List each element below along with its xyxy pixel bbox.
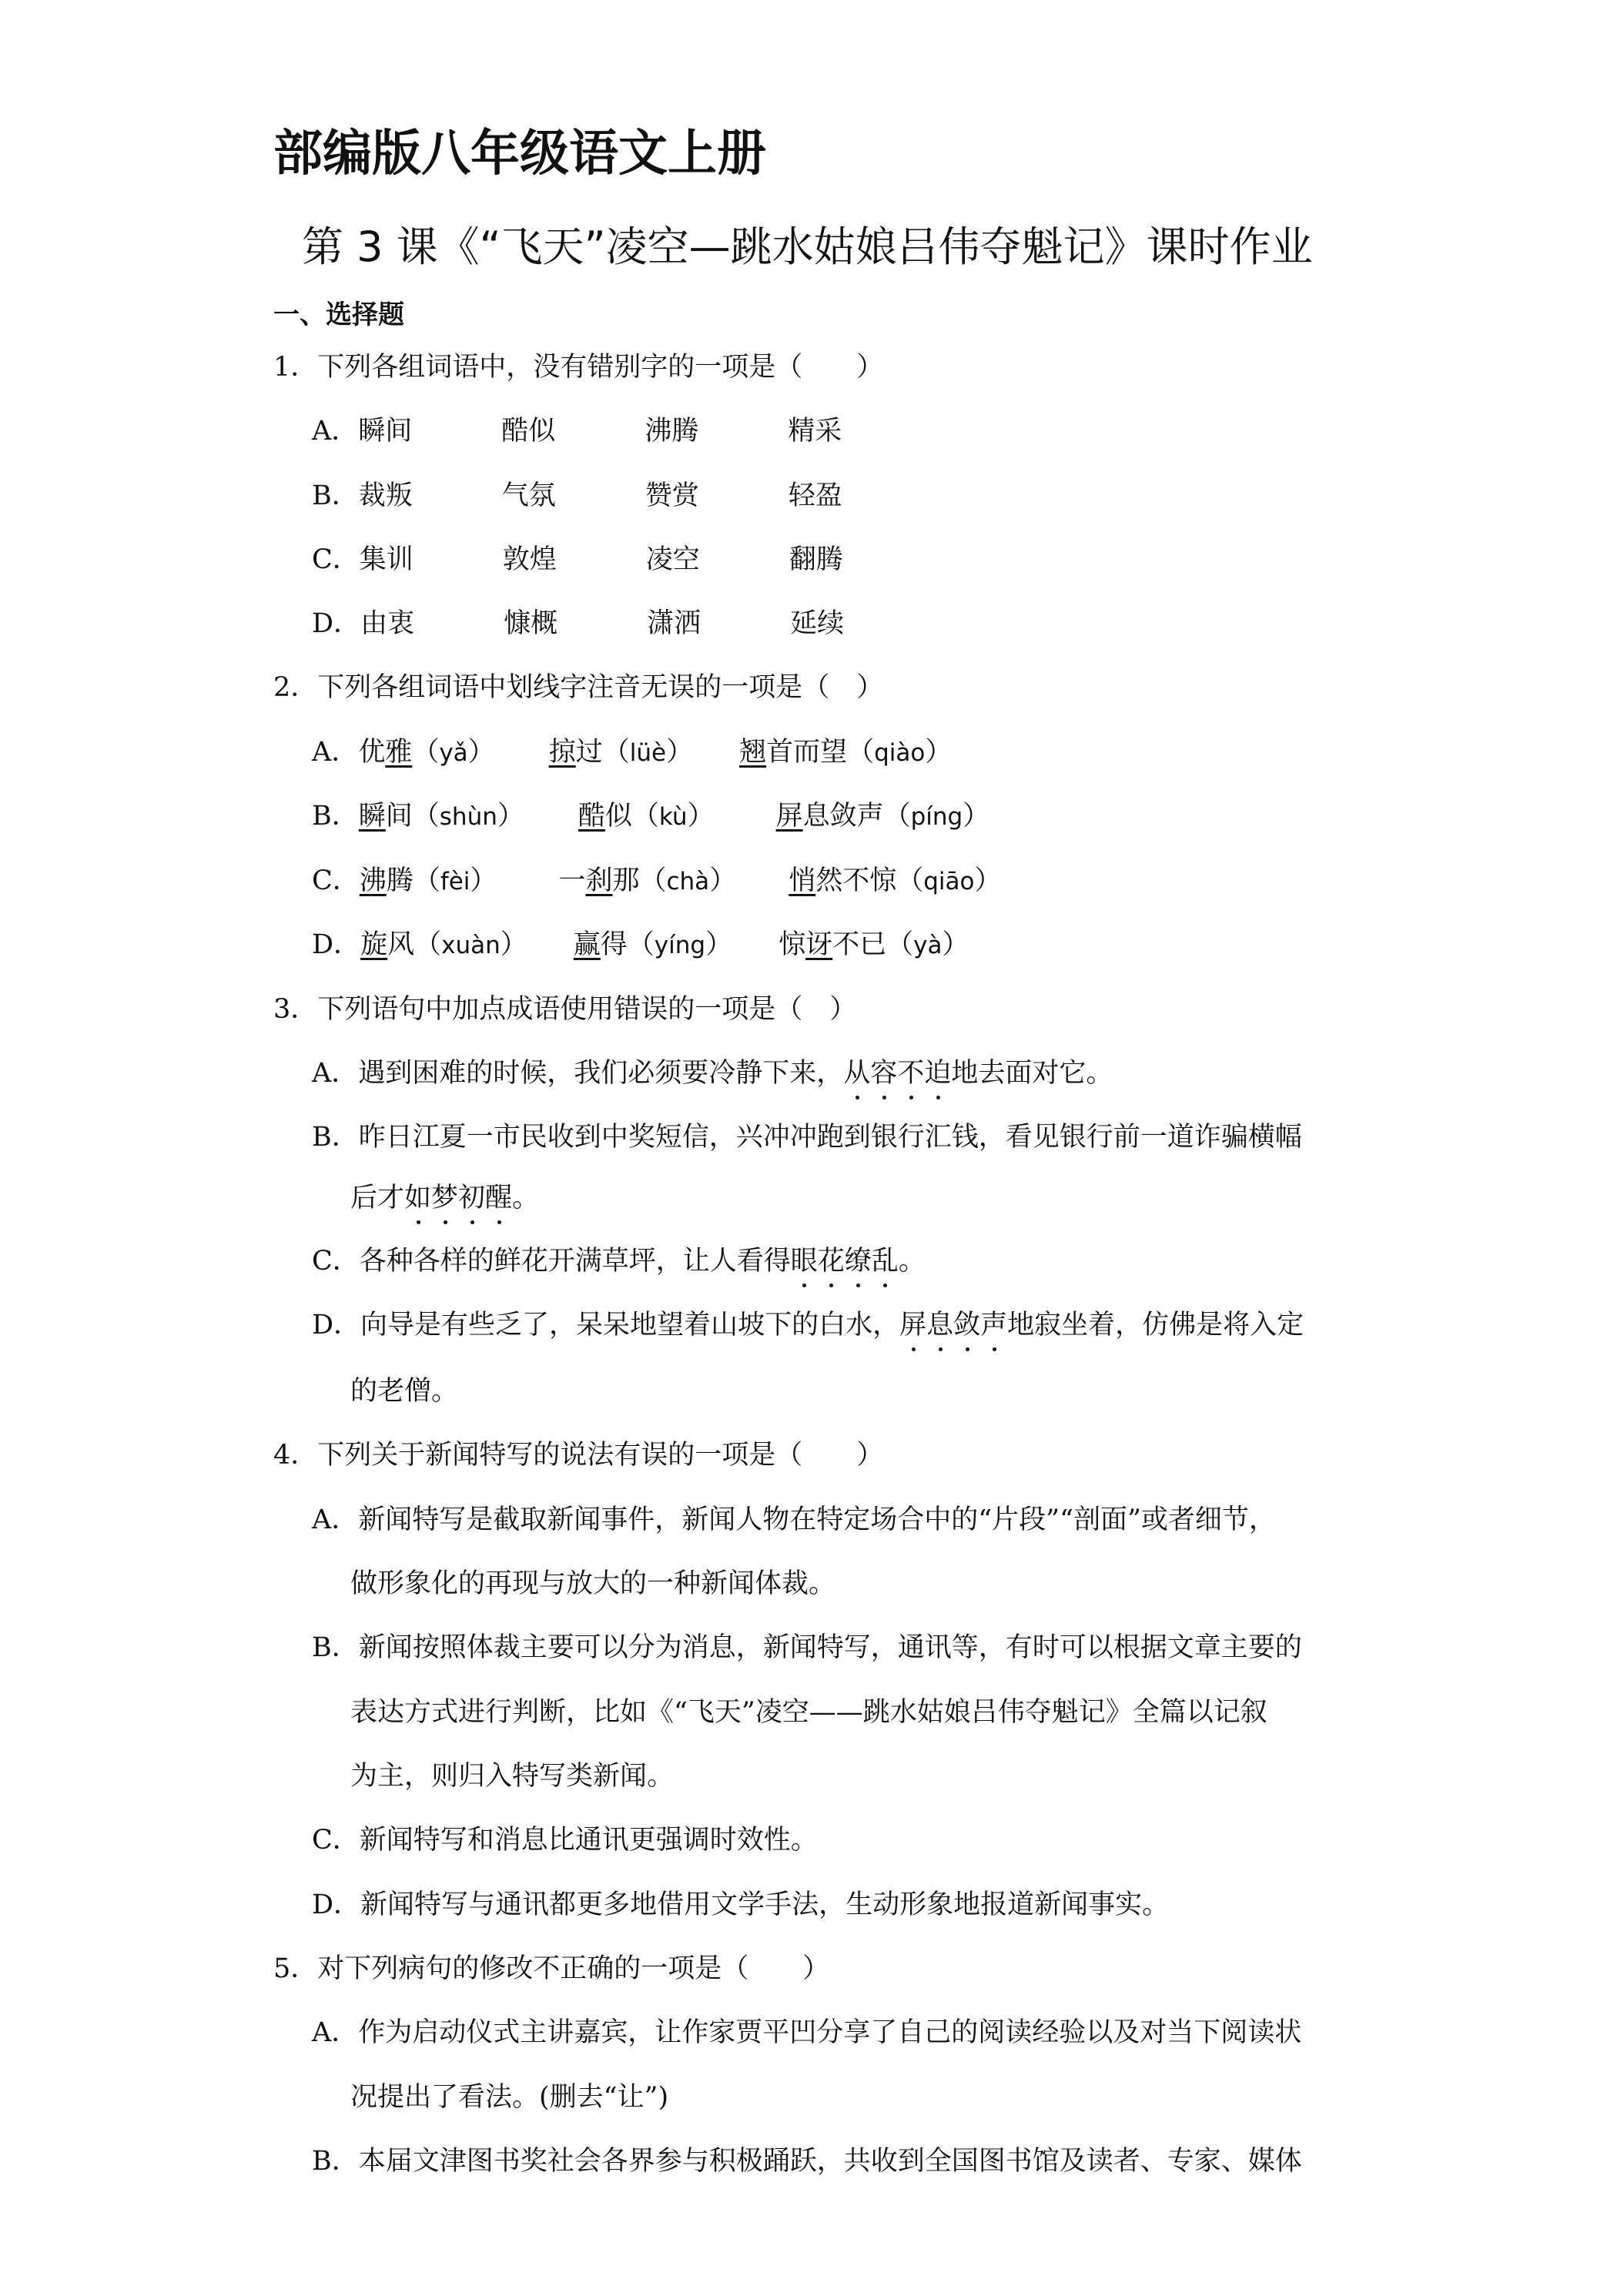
question-1-option-d: D．由衷 慷概 潇洒 延续 — [312, 608, 845, 639]
question-5-option-b-line1: B．本届文津图书奖社会各界参与积极踊跃，共收到全国图书馆及读者、专家、媒体 — [312, 2146, 1302, 2177]
question-2-option-d: D．旋风（xuàn） 赢得（yíng） 惊讶不已（yà） — [312, 929, 969, 960]
question-4-stem: 4．下列关于新闻特写的说法有误的一项是（ ） — [273, 1440, 884, 1471]
question-4-option-a-line1: A．新闻特写是截取新闻事件，新闻人物在特定场合中的“片段”“剖面”或者细节， — [312, 1504, 1276, 1535]
question-1-option-b: B．裁叛 气氛 赞赏 轻盈 — [312, 480, 842, 511]
question-3-option-d-line2: 的老僧。 — [350, 1376, 459, 1407]
question-5-stem: 5．对下列病句的修改不正确的一项是（ ） — [273, 1953, 830, 1984]
lesson-title: 第 3 课《“飞天”凌空—跳水姑娘吕伟夺魁记》课时作业 — [302, 223, 1313, 271]
question-1-option-a: A．瞬间 酷似 沸腾 精采 — [312, 416, 842, 447]
question-5-option-a-line2: 况提出了看法。(删去“让”) — [350, 2082, 669, 2113]
question-2-option-c: C．沸腾（fèi） 一刹那（chà） 悄然不惊（qiāo） — [312, 865, 1002, 896]
question-3-option-a: A．遇到困难的时候，我们必须要冷静下来，从容不迫地去面对它。 — [312, 1058, 1113, 1089]
question-4-option-b-line3: 为主，则归入特写类新闻。 — [350, 1761, 675, 1792]
question-4-option-d: D．新闻特写与通讯都更多地借用文学手法，生动形象地报道新闻事实。 — [312, 1889, 1170, 1920]
question-3-option-b-line2: 后才如梦初醒。 — [350, 1183, 540, 1213]
question-2-option-a: A．优雅（yǎ） 掠过（lüè） 翘首而望（qiào） — [312, 737, 953, 768]
question-3-option-b-line1: B．昨日江夏一市民收到中奖短信，兴冲冲跑到银行汇钱，看见银行前一道诈骗横幅 — [312, 1122, 1302, 1153]
question-5-option-a-line1: A．作为启动仪式主讲嘉宾，让作家贾平凹分享了自己的阅读经验以及对当下阅读状 — [312, 2017, 1302, 2048]
question-2-option-b: B．瞬间（shùn） 酷似（kù） 屏息敛声（píng） — [312, 801, 990, 832]
question-4-option-a-line2: 做形象化的再现与放大的一种新闻体裁。 — [350, 1568, 836, 1599]
question-3-stem: 3．下列语句中加点成语使用错误的一项是（ ） — [273, 994, 857, 1025]
question-4-option-c: C．新闻特写和消息比通讯更强调时效性。 — [312, 1825, 818, 1856]
question-3-option-d-line1: D．向导是有些乏了，呆呆地望着山坡下的白水，屏息敛声地寂坐着，仿佛是将入定 — [312, 1310, 1304, 1340]
question-2-stem: 2．下列各组词语中划线字注音无误的一项是（ ） — [273, 672, 884, 703]
question-4-option-b-line1: B．新闻按照体裁主要可以分为消息，新闻特写，通讯等，有时可以根据文章主要的 — [312, 1632, 1302, 1663]
question-3-option-c: C．各种各样的鲜花开满草坪，让人看得眼花缭乱。 — [312, 1246, 926, 1277]
question-4-option-b-line2: 表达方式进行判断，比如《“飞天”凌空——跳水姑娘吕伟夺魁记》全篇以记叙 — [350, 1697, 1267, 1728]
page-title: 部编版八年级语文上册 — [273, 126, 766, 182]
question-1-stem: 1．下列各组词语中，没有错别字的一项是（ ） — [273, 352, 884, 383]
question-1-option-c: C．集训 敦煌 凌空 翻腾 — [312, 544, 843, 575]
section-heading: 一、选择题 — [273, 300, 404, 330]
